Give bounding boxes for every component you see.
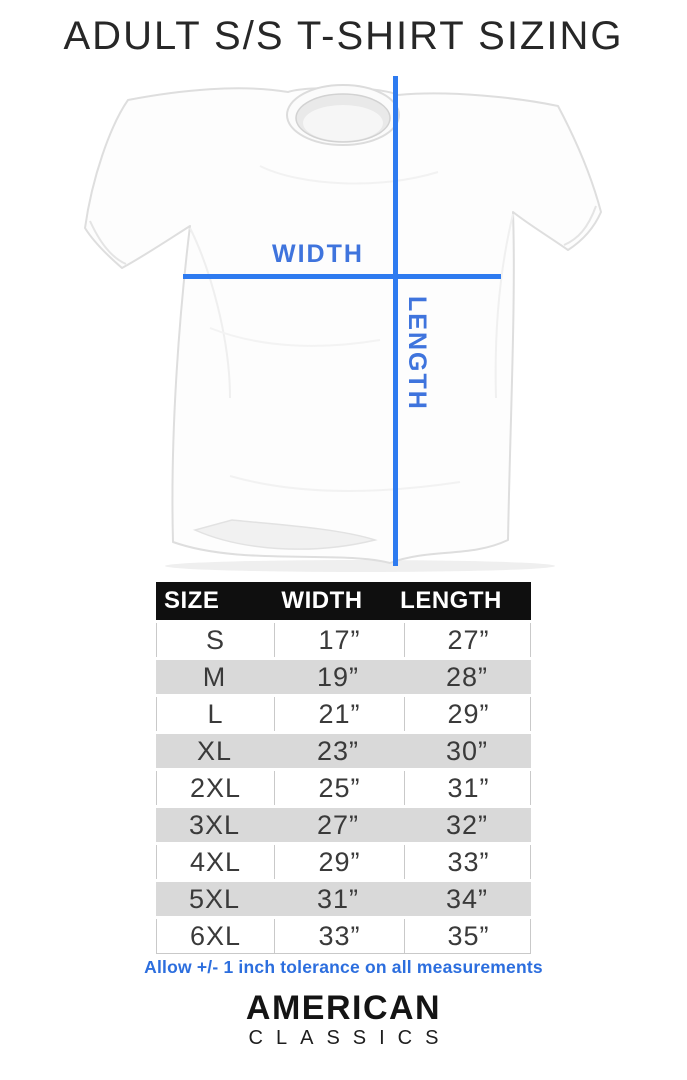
- cell-size: 4XL: [189, 847, 242, 877]
- cell-size: M: [202, 662, 227, 692]
- cell-width: 23”: [316, 736, 360, 766]
- table-row: [156, 882, 531, 916]
- cell-length: 28”: [445, 662, 489, 692]
- table-row: [156, 697, 531, 731]
- size-table-header: [156, 582, 531, 620]
- cell-length: 29”: [404, 697, 532, 731]
- cell-length: 33”: [404, 845, 532, 879]
- cell-width: 33”: [274, 919, 404, 953]
- table-row: [156, 771, 531, 805]
- page-title: ADULT S/S T-SHIRT SIZING: [63, 14, 624, 58]
- cell-length: 27”: [404, 623, 532, 657]
- table-row: [156, 845, 531, 879]
- size-table-body: [156, 623, 531, 954]
- brand-name-secondary: CLASSICS: [248, 1027, 452, 1049]
- cell-length: 32”: [445, 810, 489, 840]
- cell-size: 5XL: [188, 884, 241, 914]
- width-label: WIDTH: [272, 240, 364, 268]
- cell-width: 19”: [316, 662, 360, 692]
- width-measure-line: [183, 274, 501, 279]
- tolerance-note: Allow +/- 1 inch tolerance on all measurements: [144, 957, 543, 977]
- cell-length: 30”: [445, 736, 489, 766]
- size-table: [156, 582, 531, 954]
- cell-length: 34”: [445, 884, 489, 914]
- cell-size: XL: [196, 736, 233, 766]
- table-row: [156, 919, 531, 954]
- header-size: SIZE: [164, 587, 220, 614]
- cell-width: 29”: [274, 845, 404, 879]
- table-row: [156, 623, 531, 657]
- cell-width: 31”: [316, 884, 360, 914]
- cell-size: 6XL: [189, 921, 242, 951]
- cell-width: 21”: [274, 697, 404, 731]
- cell-size: 2XL: [189, 773, 242, 803]
- brand-logo: [0, 990, 687, 1050]
- header-length: LENGTH: [400, 587, 502, 614]
- cell-size: S: [205, 625, 225, 655]
- cell-size: L: [207, 699, 224, 729]
- length-measure-line: [393, 76, 398, 566]
- brand-name-primary: AMERICAN: [245, 989, 442, 1027]
- table-row: [156, 660, 531, 694]
- cell-length: 35”: [404, 919, 532, 953]
- shirt-diagram: [80, 78, 610, 574]
- tshirt-image: [80, 78, 610, 574]
- cell-size: 3XL: [188, 810, 241, 840]
- cell-length: 31”: [404, 771, 532, 805]
- header-width: WIDTH: [281, 587, 363, 614]
- cell-width: 25”: [274, 771, 404, 805]
- cell-width: 27”: [316, 810, 360, 840]
- cell-width: 17”: [274, 623, 404, 657]
- length-label: LENGTH: [403, 296, 431, 411]
- table-row: [156, 808, 531, 842]
- table-row: [156, 734, 531, 768]
